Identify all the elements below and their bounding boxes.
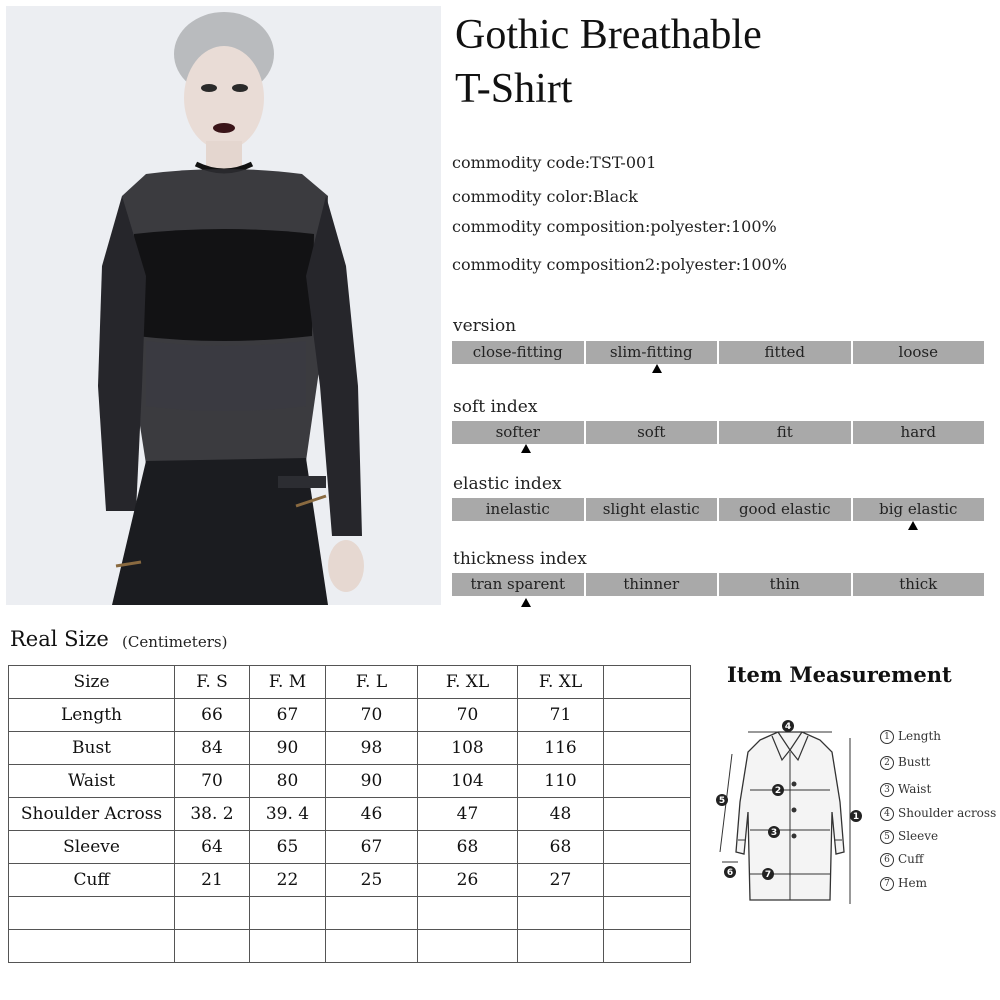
diagram-marker-cuff: 6 — [726, 868, 734, 878]
size-table-cell — [604, 699, 691, 732]
legend-number: 1 — [880, 730, 894, 744]
size-table-header-cell: F. M — [250, 666, 326, 699]
size-table-cell — [518, 897, 604, 930]
diagram-marker-hem: 7 — [764, 870, 772, 880]
size-table-title: Real Size — [10, 627, 109, 651]
elastic-index-option: good elastic — [719, 498, 851, 521]
version-option: close-fitting — [452, 341, 584, 364]
diagram-marker-bust: 2 — [774, 786, 782, 796]
size-table-cell: 66 — [175, 699, 250, 732]
size-table-cell: 80 — [250, 765, 326, 798]
size-table-cell: Length — [9, 699, 175, 732]
spec-commodity-color: commodity color:Black — [452, 187, 638, 206]
size-table-cell: 70 — [418, 699, 518, 732]
elastic-index-option: slight elastic — [586, 498, 718, 521]
size-table-cell — [9, 897, 175, 930]
thickness-index-option: tran sparent — [452, 573, 584, 596]
soft-index-scale — [452, 421, 984, 444]
size-table-cell: 39. 4 — [250, 798, 326, 831]
size-table-row — [9, 897, 691, 930]
size-table-cell — [175, 897, 250, 930]
model-illustration — [6, 6, 441, 605]
version-option: loose — [853, 341, 985, 364]
legend-label: Cuff — [898, 852, 924, 866]
product-title-line1: Gothic Breathable — [455, 12, 762, 58]
size-table-cell: 38. 2 — [175, 798, 250, 831]
thickness-index-selected-marker — [521, 598, 531, 607]
size-table-cell: 65 — [250, 831, 326, 864]
version-label: version — [453, 316, 517, 336]
size-table-row — [9, 699, 691, 732]
thickness-index-option: thin — [719, 573, 851, 596]
legend-item-hem — [880, 876, 927, 891]
size-table-cell — [175, 930, 250, 963]
size-table-header-cell: F. XL — [418, 666, 518, 699]
size-table-cell: 70 — [326, 699, 418, 732]
legend-item-cuff — [880, 852, 923, 867]
legend-item-waist — [880, 782, 931, 797]
soft-index-option: hard — [853, 421, 985, 444]
size-table-header-cell: F. L — [326, 666, 418, 699]
size-table-cell: Sleeve — [9, 831, 175, 864]
spec-commodity-composition: commodity composition:polyester:100% — [452, 217, 777, 236]
soft-index-option: soft — [586, 421, 718, 444]
product-title — [455, 8, 995, 116]
legend-number: 7 — [880, 877, 894, 891]
diagram-marker-shoulder: 4 — [784, 722, 792, 732]
coat-measurement-diagram — [710, 712, 870, 912]
size-table-cell: 47 — [418, 798, 518, 831]
soft-index-label: soft index — [453, 397, 538, 417]
size-table-cell — [604, 798, 691, 831]
legend-label: Shoulder across — [898, 806, 997, 820]
size-table-cell: Bust — [9, 732, 175, 765]
size-table-cell: 68 — [418, 831, 518, 864]
size-table-cell — [604, 831, 691, 864]
version-option: fitted — [719, 341, 851, 364]
spec-commodity-composition2: commodity composition2:polyester:100% — [452, 255, 787, 274]
thickness-index-label: thickness index — [453, 549, 587, 569]
product-photo — [6, 6, 441, 605]
legend-number: 2 — [880, 756, 894, 770]
thickness-index-option: thinner — [586, 573, 718, 596]
size-table-cell: 67 — [326, 831, 418, 864]
legend-number: 4 — [880, 807, 894, 821]
elastic-index-scale — [452, 498, 984, 521]
size-table-cell: 26 — [418, 864, 518, 897]
size-table-cell — [9, 930, 175, 963]
size-table-cell: 68 — [518, 831, 604, 864]
size-table-cell — [326, 897, 418, 930]
version-scale — [452, 341, 984, 364]
legend-number: 3 — [880, 783, 894, 797]
elastic-index-option: big elastic — [853, 498, 985, 521]
size-table-cell — [418, 930, 518, 963]
size-table-row — [9, 765, 691, 798]
size-table-cell — [604, 897, 691, 930]
size-table-cell: 64 — [175, 831, 250, 864]
size-table-cell: Shoulder Across — [9, 798, 175, 831]
size-table-cell: 71 — [518, 699, 604, 732]
elastic-index-selected-marker — [908, 521, 918, 530]
spec-commodity-code: commodity code:TST-001 — [452, 153, 657, 172]
size-table-row — [9, 930, 691, 963]
size-table-unit: (Centimeters) — [122, 633, 228, 651]
size-table — [8, 665, 691, 963]
diagram-marker-sleeve: 5 — [718, 796, 726, 806]
legend-label: Hem — [898, 876, 927, 890]
size-table-cell: 116 — [518, 732, 604, 765]
size-table-cell: 25 — [326, 864, 418, 897]
size-table-cell: 84 — [175, 732, 250, 765]
legend-number: 6 — [880, 853, 894, 867]
legend-label: Sleeve — [898, 829, 939, 843]
size-table-row — [9, 798, 691, 831]
size-table-cell — [250, 897, 326, 930]
size-table-cell: Waist — [9, 765, 175, 798]
size-table-row — [9, 831, 691, 864]
soft-index-selected-marker — [521, 444, 531, 453]
product-title-line2: T-Shirt — [455, 66, 573, 112]
size-table-cell: 90 — [250, 732, 326, 765]
size-table-cell: 67 — [250, 699, 326, 732]
diagram-marker-waist: 3 — [770, 828, 778, 838]
legend-label: Waist — [898, 782, 932, 796]
legend-number: 5 — [880, 830, 894, 844]
version-selected-marker — [652, 364, 662, 373]
soft-index-option: softer — [452, 421, 584, 444]
size-table-cell: 98 — [326, 732, 418, 765]
size-table-header-cell: F. XL — [518, 666, 604, 699]
size-table-cell — [604, 864, 691, 897]
size-table-cell: 110 — [518, 765, 604, 798]
size-table-cell — [250, 930, 326, 963]
legend-label: Length — [898, 729, 942, 743]
elastic-index-label: elastic index — [453, 474, 562, 494]
size-table-cell — [604, 930, 691, 963]
size-table-cell: 21 — [175, 864, 250, 897]
size-table-cell: 27 — [518, 864, 604, 897]
size-table-cell: Cuff — [9, 864, 175, 897]
size-table-header-cell: F. S — [175, 666, 250, 699]
size-table-cell: 48 — [518, 798, 604, 831]
size-table-cell — [604, 765, 691, 798]
legend-item-sleeve — [880, 829, 938, 844]
legend-item-shoulder-across — [880, 806, 996, 821]
size-table-cell — [326, 930, 418, 963]
size-table-cell: 22 — [250, 864, 326, 897]
thickness-index-scale — [452, 573, 984, 596]
item-measurement-title: Item Measurement — [727, 662, 952, 687]
thickness-index-option: thick — [853, 573, 985, 596]
size-table-cell: 70 — [175, 765, 250, 798]
size-table-body — [9, 666, 691, 963]
size-table-cell: 46 — [326, 798, 418, 831]
size-table-cell — [518, 930, 604, 963]
diagram-marker-length: 1 — [852, 812, 860, 822]
size-table-cell: 108 — [418, 732, 518, 765]
size-table-cell — [418, 897, 518, 930]
size-table-cell — [604, 732, 691, 765]
size-table-header-cell — [604, 666, 691, 699]
legend-label: Bustt — [898, 755, 931, 769]
size-table-row — [9, 864, 691, 897]
version-option: slim-fitting — [586, 341, 718, 364]
legend-item-length — [880, 729, 941, 744]
size-table-cell: 90 — [326, 765, 418, 798]
elastic-index-option: inelastic — [452, 498, 584, 521]
size-table-row — [9, 732, 691, 765]
legend-item-bust — [880, 755, 930, 770]
size-table-header-row — [9, 666, 691, 699]
soft-index-option: fit — [719, 421, 851, 444]
size-table-cell: 104 — [418, 765, 518, 798]
size-table-header-cell: Size — [9, 666, 175, 699]
